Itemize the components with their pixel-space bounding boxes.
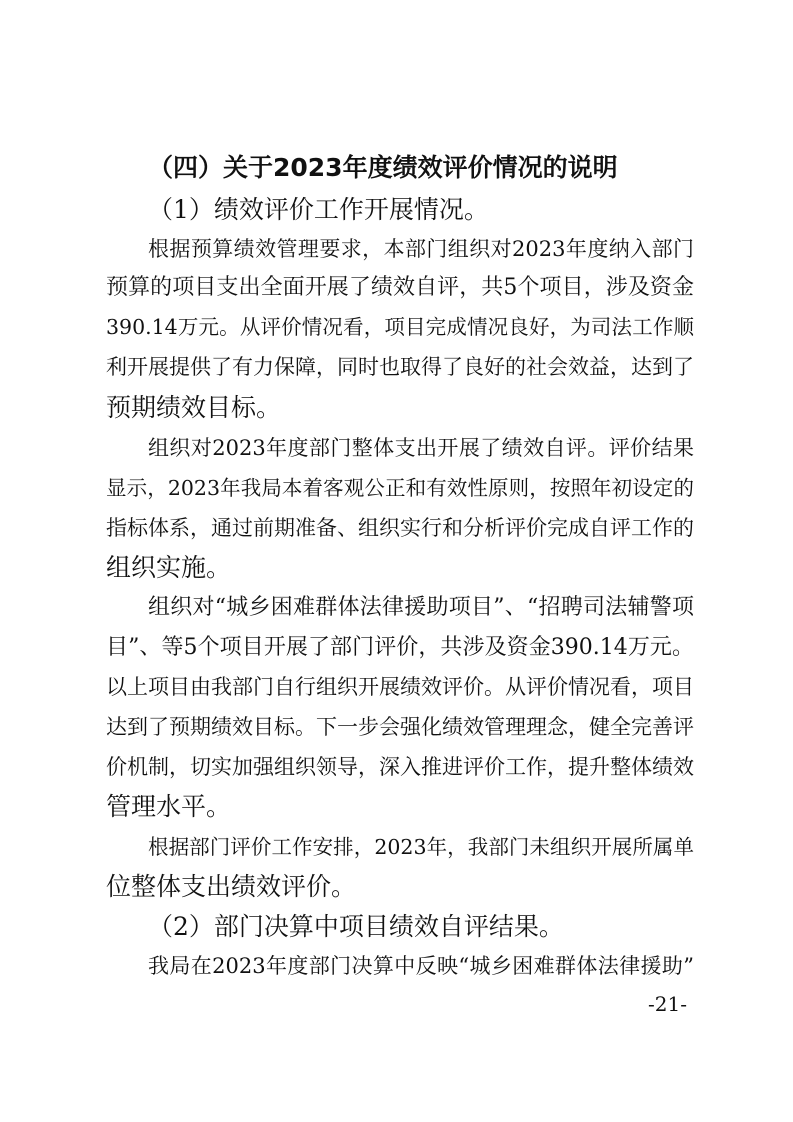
paragraph-3-line-1: 组织对“城乡困难群体法律援助项目”、“招聘司法辅警项 xyxy=(148,595,694,620)
paragraph-3-line-4: 达到了预期绩效目标。下一步会强化绩效管理理念，健全完善评 xyxy=(106,715,694,739)
page-number: -21- xyxy=(648,992,687,1016)
paragraph-1-line-1: 根据预算绩效管理要求，本部门组织对2023年度纳入部门 xyxy=(148,237,694,261)
paragraph-4-line-2: 位整体支出绩效评价。 xyxy=(106,872,357,901)
paragraph-1-line-5: 预期绩效目标。 xyxy=(106,393,282,422)
paragraph-1-line-3: 390.14万元。从评价情况看，项目完成情况良好，为司法工作顺 xyxy=(106,315,694,339)
paragraph-1-line-2: 预算的项目支出全面开展了绩效自评，共5个项目，涉及资金 xyxy=(106,275,694,300)
subheading-evaluation-status: （1）绩效评价工作开展情况。 xyxy=(148,195,489,224)
paragraph-5-line-1: 我局在2023年度部门决算中反映“城乡困难群体法律援助” xyxy=(148,954,694,978)
paragraph-2-line-1: 组织对2023年度部门整体支出开展了绩效自评。评价结果 xyxy=(148,436,694,460)
paragraph-2-line-3: 指标体系，通过前期准备、组织实行和分析评价完成自评工作的 xyxy=(106,516,694,540)
paragraph-3-line-3: 以上项目由我部门自行组织开展绩效评价。从评价情况看，项目 xyxy=(106,675,694,699)
paragraph-3-line-2: 目”、等5个项目开展了部门评价，共涉及资金390.14万元。 xyxy=(106,635,694,660)
section-heading: （四）关于2023年度绩效评价情况的说明 xyxy=(148,153,618,182)
paragraph-2-line-2: 显示，2023年我局本着客观公正和有效性原则，按照年初设定的 xyxy=(106,476,694,500)
paragraph-2-line-4: 组织实施。 xyxy=(106,553,232,582)
paragraph-4-line-1: 根据部门评价工作安排，2023年，我部门未组织开展所属单 xyxy=(148,835,694,859)
paragraph-3-line-6: 管理水平。 xyxy=(106,792,232,821)
subheading-project-results: （2）部门决算中项目绩效自评结果。 xyxy=(148,912,564,941)
paragraph-3-line-5: 价机制，切实加强组织领导，深入推进评价工作，提升整体绩效 xyxy=(106,755,694,779)
paragraph-1-line-4: 利开展提供了有力保障，同时也取得了良好的社会效益，达到了 xyxy=(106,355,694,379)
